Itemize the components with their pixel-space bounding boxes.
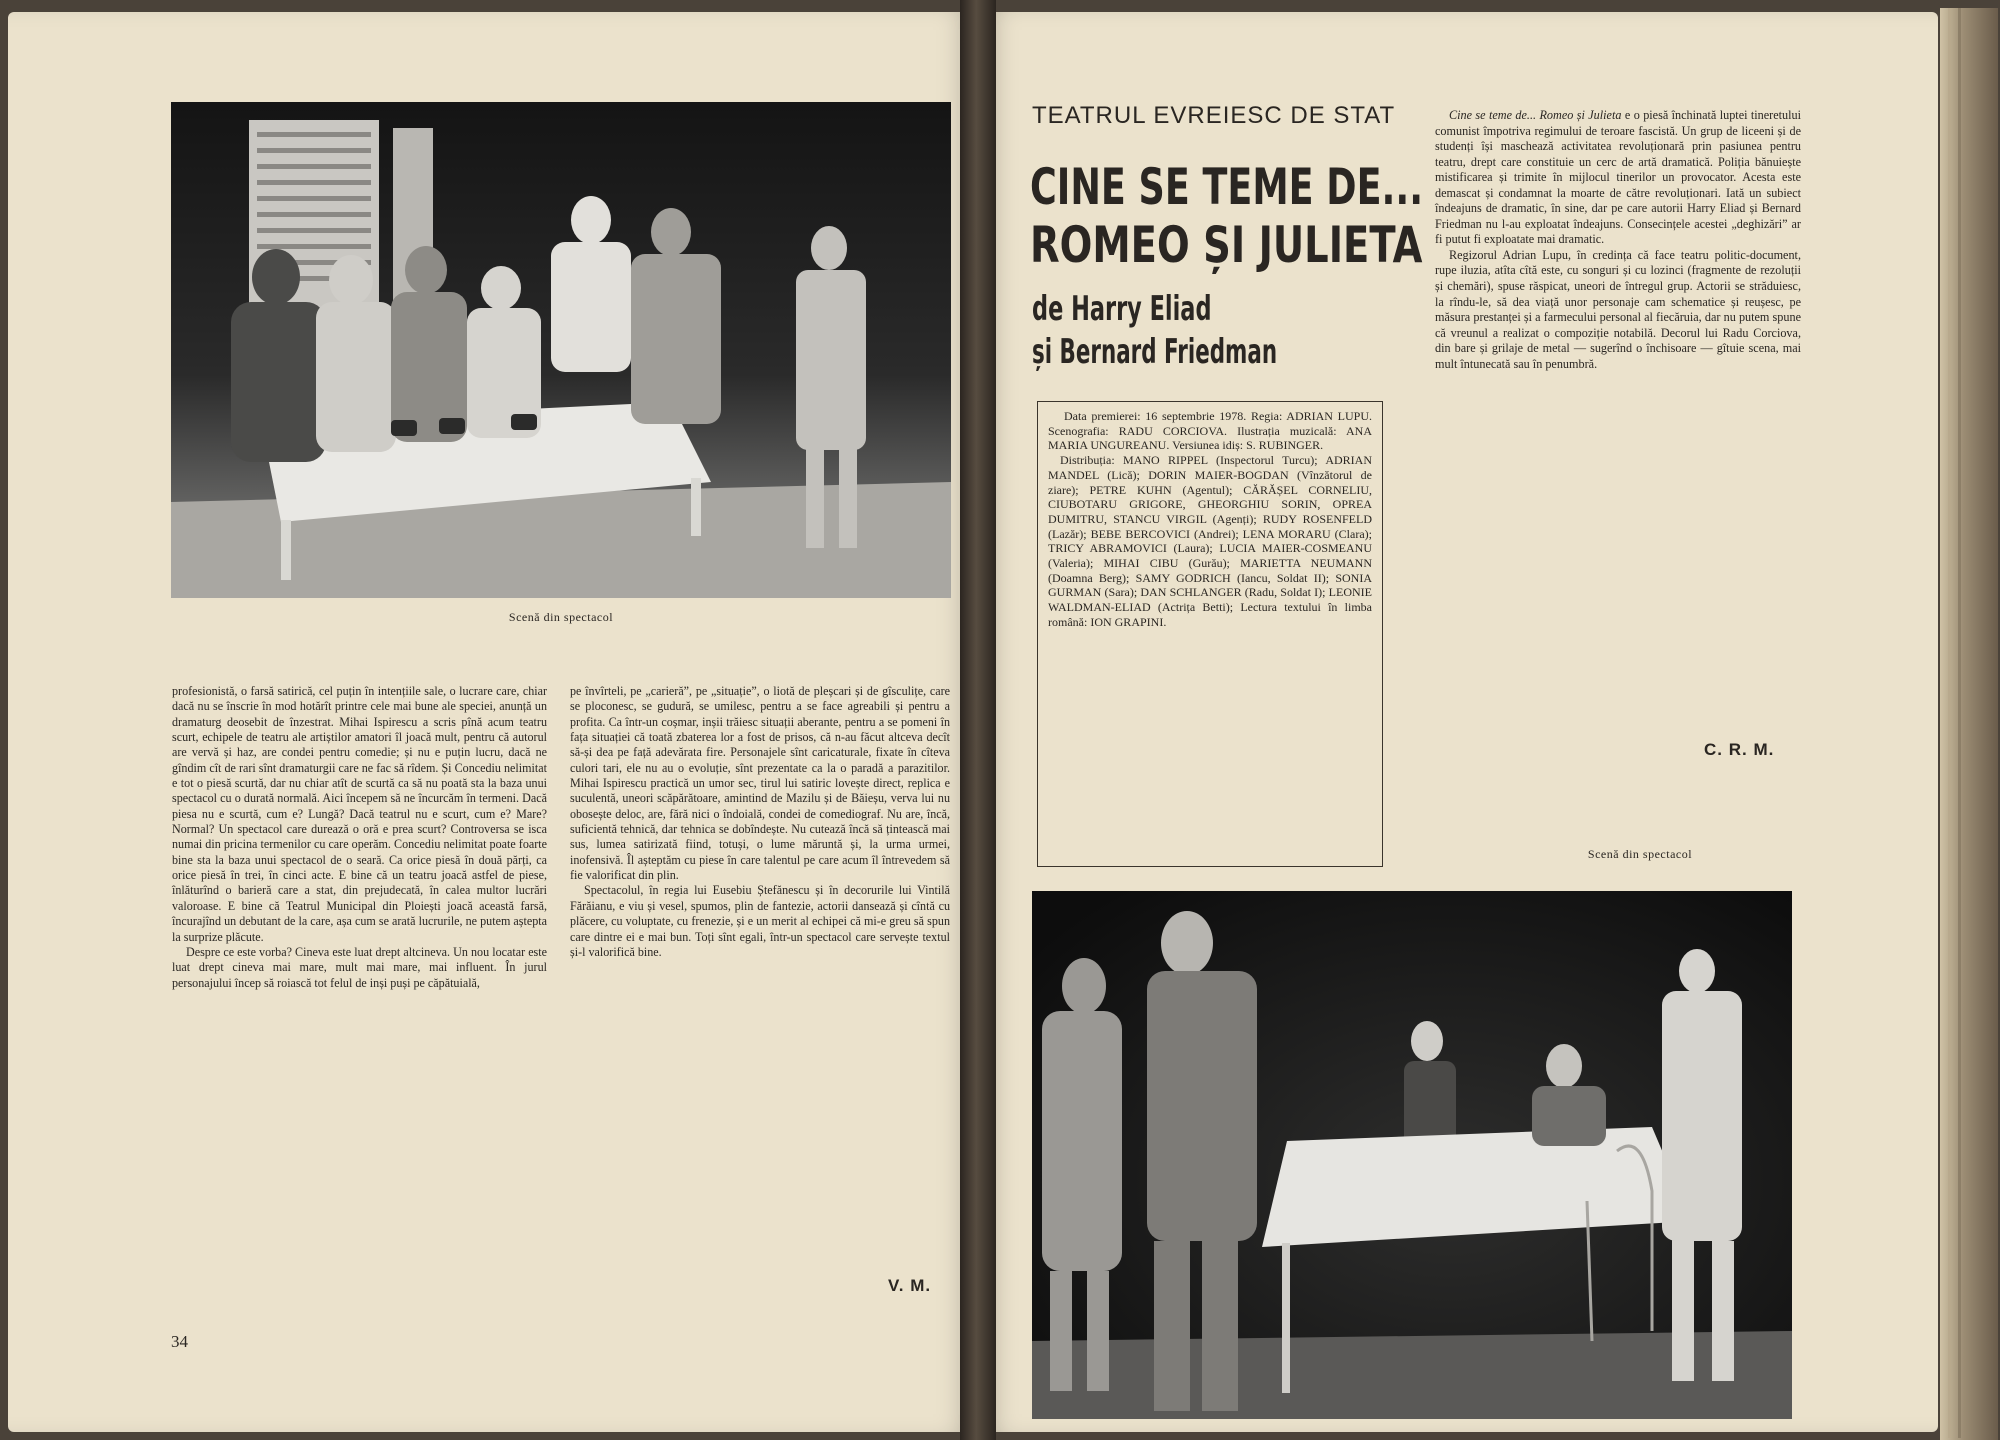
left-signature: V. M. bbox=[888, 1276, 932, 1295]
theatre-kicker: TEATRUL EVREIESC DE STAT bbox=[1032, 102, 1396, 129]
credits-cast: Distribuția: MANO RIPPEL (Inspectorul Turcu); ADRIAN MANDEL (Lică); DORIN MAIER-BOGDAN (Vînzătorul de ziare); PETRE KUHN (Agentul); CĂRĂȘEL CORNELIU, CIUBOTARU GRIGORE, GHEORGHIU SORIN, OPREA DUMITRU, STANCU VIRGIL (Agenți); RUDY ROSENFELD (Lazăr); BEBE BERCOVICI (Andrei); LENA MORARU (Clara); TRICY ABRAMOVICI (Laura); LUCIA MAIER-COSMEANU (Valeria); MIHAI CIBU (Gurău); MARIETTA NEUMANN (Doamna Berg); SAMY GODRICH (Iancu, Soldat II); SONIA GURMAN (Sara); DAN SCHLANGER (Radu, Soldat I); LEONIE WALDMAN-ELIAD (Actrița Betti); Lectura textului în limba română: ION GRAPINI. bbox=[1048, 453, 1372, 629]
left-col1-paragraph: Despre ce este vorba? Cineva este luat drept altcineva. Un nou locatar este luat drept cineva mai mare, mult mai mare, mai influent. În jurul personajului încep să roiască tot felul de inși puși pe căpătuială, bbox=[172, 944, 547, 990]
left-col2-paragraph: pe învîrteli, pe „carieră”, pe „situație”, o liotă de pleșcari și de gîsculițe, care se ploconesc, se gudură, se umilesc, pentru a se face agreabili și pentru a profita. Ca într-un coșmar, inșii trăiesc situații aberante, pentru a se pomeni în fața situației că toată zbaterea lor a fost de prisos, că n-au făcut altceva decît să-și dea pe față adevărata fire. Personajele sînt caricaturale, fixate în cîteva culori tari, ele nu au o evoluție, sînt prezentate ca la o paradă a parazitilor. Mihai Ispirescu practică un umor sec, tirul lui satiric lovește direct, replica e suculentă, uneori scăpărătoare, amintind de Mazilu și de Băieșu, verva lui nu obosește deloc, are, fără nici o îndoială, condei de comediograf. Nu are, încă, suficientă tehnică, dar tehnica se dobîndește. Nu cutează încă să țintească mai sus, lumea satirizată fiind, totuși, o lume măruntă și, la urma urmei, inofensivă. Îl așteptăm cu piese în care talentul pe care acum îl întrevedem să fie valorificat din plin. bbox=[570, 684, 950, 883]
right-photo-caption: Scenă din spectacol bbox=[1587, 847, 1693, 861]
page-edge-line bbox=[1958, 8, 1961, 1438]
stage-photo-right-image bbox=[1032, 891, 1792, 1419]
play-title-line-2: ROMEO ȘI JULIETA bbox=[1030, 216, 1423, 274]
review-paragraph-2: Regizorul Adrian Lupu, în credința că face teatru politic-document, rupe iluzia, atîta cîtă este, cu songuri și cu lozinci (fragmente de rezoluții și chemări), spuse răspicat, uneori de întregul grup. Actorii se străduiesc, la rîndu-le, să dea viață unor personaje cam schematice și reușesc, pe măsura prestanței și a farmecului personal al fiecăruia, dar nu putem spune că vreunul a realizat o compoziție notabilă. Decorul lui Radu Corciova, din bare și grilaje de metal — sugerînd o închisoare — gîtuie scena, mai mult întunecată sau în penumbră. bbox=[1435, 247, 1801, 371]
left-photo-caption: Scenă din spectacol bbox=[508, 610, 614, 624]
page-edge-line bbox=[1948, 8, 1951, 1438]
right-signature: C. R. M. bbox=[1704, 740, 1775, 759]
credits-box bbox=[1037, 401, 1383, 867]
left-column-1 bbox=[172, 684, 547, 991]
review-paragraph-1-text: e o piesă închinată luptei tineretului comunist împotriva regimului de teroare fascistă. Un grup de liceeni și de studenți își maschează activitatea revoluționară prin pasiunea pentru teatru, drept care constituie un cerc de artă dramatică. Poliția bănuiește mistificarea și trimite în mijlocul tinerilor un provocator. Acesta este demascat și condamnat la moarte de către revoluționari. Iată un subiect îndeajuns de dramatic, în sine, dar pe care autorii Harry Eliad și Bernard Friedman nu l-au exploatat îndeajuns. Consecințele acestei „deghizări” ar fi putut fi exploatate mai dramatic. bbox=[1435, 108, 1801, 247]
stage-photo-right bbox=[1032, 891, 1792, 1419]
authors-byline-line-1: de Harry Eliad bbox=[1032, 289, 1212, 329]
review-text bbox=[1435, 108, 1801, 372]
authors-byline-line-2: și Bernard Friedman bbox=[1032, 332, 1278, 372]
review-paragraph-1 bbox=[1435, 108, 1801, 248]
left-col1-paragraph: profesionistă, o farsă satirică, cel puțin în intențiile sale, o lucrare care, chiar dacă nu se înscrie în mod hotărît printre cele mai bune ale speciei, anunță un dramaturg deosebit de înzestrat. Mihai Ispirescu a scris pînă acum teatru scurt, echipele de teatru ale artiștilor amatori îl joacă mult, pentru că autorul are vervă și haz, are condei pentru comedie; și nu e puțin lucru, dacă ne gîndim cît de rari sînt dramaturgii care ne fac să rîdem. Și Concediu nelimitat e tot o piesă scurtă, dar nu chiar atît de scurtă ca să nu poată sta la baza unui spectacol cu o durată normală. Aici începem să ne încurcăm în termeni. Dacă piesa nu e scurtă, cum e? Lungă? Dacă teatrul nu e scurt, cum e? Mare? Normal? Un spectacol care durează o oră e prea scurt? Controversa se isca numai din pricina termenilor cu care operăm. Concediu nelimitat poate foarte bine sta la baza unui spectacol de o seară. Ca orice piesă în două părți, ca orice piesă în trei, în cinci acte. E bine că un teatru joacă astfel de piese, înlăturînd o barieră care a stat, din prejudecată, în calea multor lucrări valoroase. E bine că Teatrul Municipal din Ploiești joacă această farsă, încurajînd un debutant de la care, așa cum se arată lucrurile, ne putem aștepta la surprize plăcute. bbox=[172, 684, 547, 944]
review-lead-title: Cine se teme de... Romeo și Julieta bbox=[1449, 108, 1622, 122]
book-spine bbox=[960, 0, 996, 1440]
page-number: 34 bbox=[171, 1332, 188, 1351]
left-page bbox=[8, 12, 975, 1432]
left-col2-paragraph: Spectacolul, în regia lui Eusebiu Ștefănescu și în decorurile lui Vintilă Fărăianu, e viu și vesel, spumos, plin de fantezie, actorii dansează și cîntă cu plăcere, cu voluptate, cu frenezie, și e un merit al echipei că mi-e greu să spun care dintre ei e mai bun. Toți sînt egali, într-un spectacol care servește textul și-l valorifică bine. bbox=[570, 883, 950, 959]
credits-premiere: Data premierei: 16 septembrie 1978. Regia: ADRIAN LUPU. Scenografia: RADU CORCIOVA. Ilustrația muzicală: ANA MARIA UNGUREANU. Versiunea idiș: S. RUBINGER. bbox=[1048, 409, 1372, 453]
stage-photo-left-image bbox=[171, 102, 951, 598]
play-title-line-1: CINE SE TEME DE... bbox=[1030, 158, 1424, 216]
stage-photo-left bbox=[171, 102, 951, 598]
left-column-2 bbox=[570, 684, 950, 960]
